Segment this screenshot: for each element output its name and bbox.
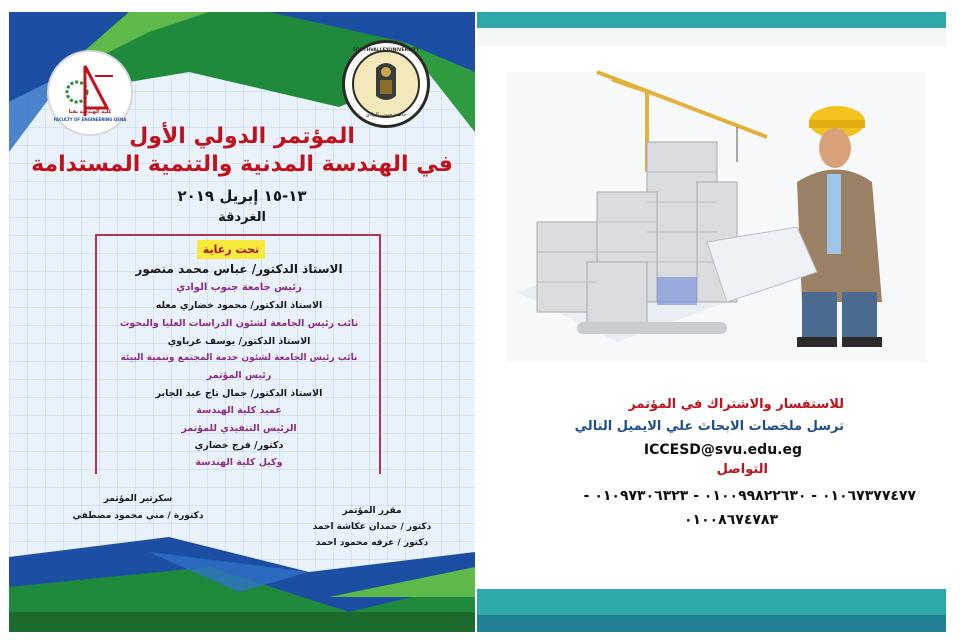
conference-title-line2: في الهندسة المدنية والتنمية المستدامة [31,152,453,177]
engineering-logo-text-ar: كلية الهندسة بقنا [68,109,112,115]
rapporteur-name-2: دكتور / عرفه محمود احمد [315,538,429,548]
conference-city: الغردقة [218,210,266,225]
rapporteur-name-1: دكتور / حمدان عكاشة احمد [312,522,432,532]
construction-illustration-icon [497,42,937,362]
engineering-logo-text-en: FACULTY OF ENGINEERING QENA [53,117,127,122]
university-logo-text-en: SOUTHVALLEYUNIVERSITY [352,48,420,53]
patron-name-3: الاستاذ الدكتور/ يوسف غرباوي [167,336,311,347]
submission-line: ترسل ملخصات الابحاث علي الايميل التالي [574,419,844,434]
bottom-teal-band [477,589,946,615]
phone-numbers-line2[interactable]: ٠١٠٠٨٦٧٤٧٨٣ [684,512,778,528]
patron-title-4: عميد كلية الهندسة [196,405,282,416]
conference-dates: ١٣-١٥ إبريل ٢٠١٩ [177,187,307,205]
contact-label: التواصل [716,462,768,477]
inquiry-line: للاستفسار والاشتراك في المؤتمر [628,397,844,412]
patron-name-5: دكتور/ فرج خضاري [194,440,284,451]
bottom-dark-teal-band [477,615,946,632]
patron-title-2: نائب رئيس الجامعة لشئون الدراسات العليا والبحوث [119,318,359,329]
patron-title-3: نائب رئيس الجامعة لشئون خدمة المجتمع وتنمية البيئة [120,353,358,363]
patron-name-2: الاستاذ الدكتور/ محمود خضاري معله [155,300,323,311]
university-logo-text-ar: جامعة جنوب الوادي [365,112,407,118]
secretary-name: دكتورة / مني محمود مصطفي [72,511,204,521]
patron-title-1: رئيس جامعة جنوب الوادي [176,282,302,293]
top-teal-band [477,12,946,28]
rapporteur-title: مقرر المؤتمر [342,506,402,516]
phone-numbers-line1[interactable]: ٠١٠٦٧٣٧٧٤٧٧ - ٠١٠٠٩٩٨٢٢٦٣٠ - ٠١٠٩٧٣٠٦٣٢٣ - [583,488,916,504]
secretary-title: سكرتير المؤتمر [103,494,173,504]
conference-title-line1: المؤتمر الدولي الأول [129,124,355,149]
patronage-label: تحت رعاية [197,240,265,259]
patron-name-4: الاستاذ الدكتور/ جمال تاج عبد الجابر [155,388,323,399]
patron-title-5: وكيل كلية الهندسة [195,457,283,468]
executive-chair-title: الرئيس التنفيذي للمؤتمر [181,423,297,434]
conference-flyer-back [477,12,946,632]
contact-email[interactable]: ICCESD@svu.edu.eg [643,442,802,458]
conference-chair-title: رئيس المؤتمر [206,370,272,381]
conference-flyer-front [9,12,475,632]
patron-name-1: الاستاذ الدكتور/ عباس محمد منصور [135,262,343,276]
